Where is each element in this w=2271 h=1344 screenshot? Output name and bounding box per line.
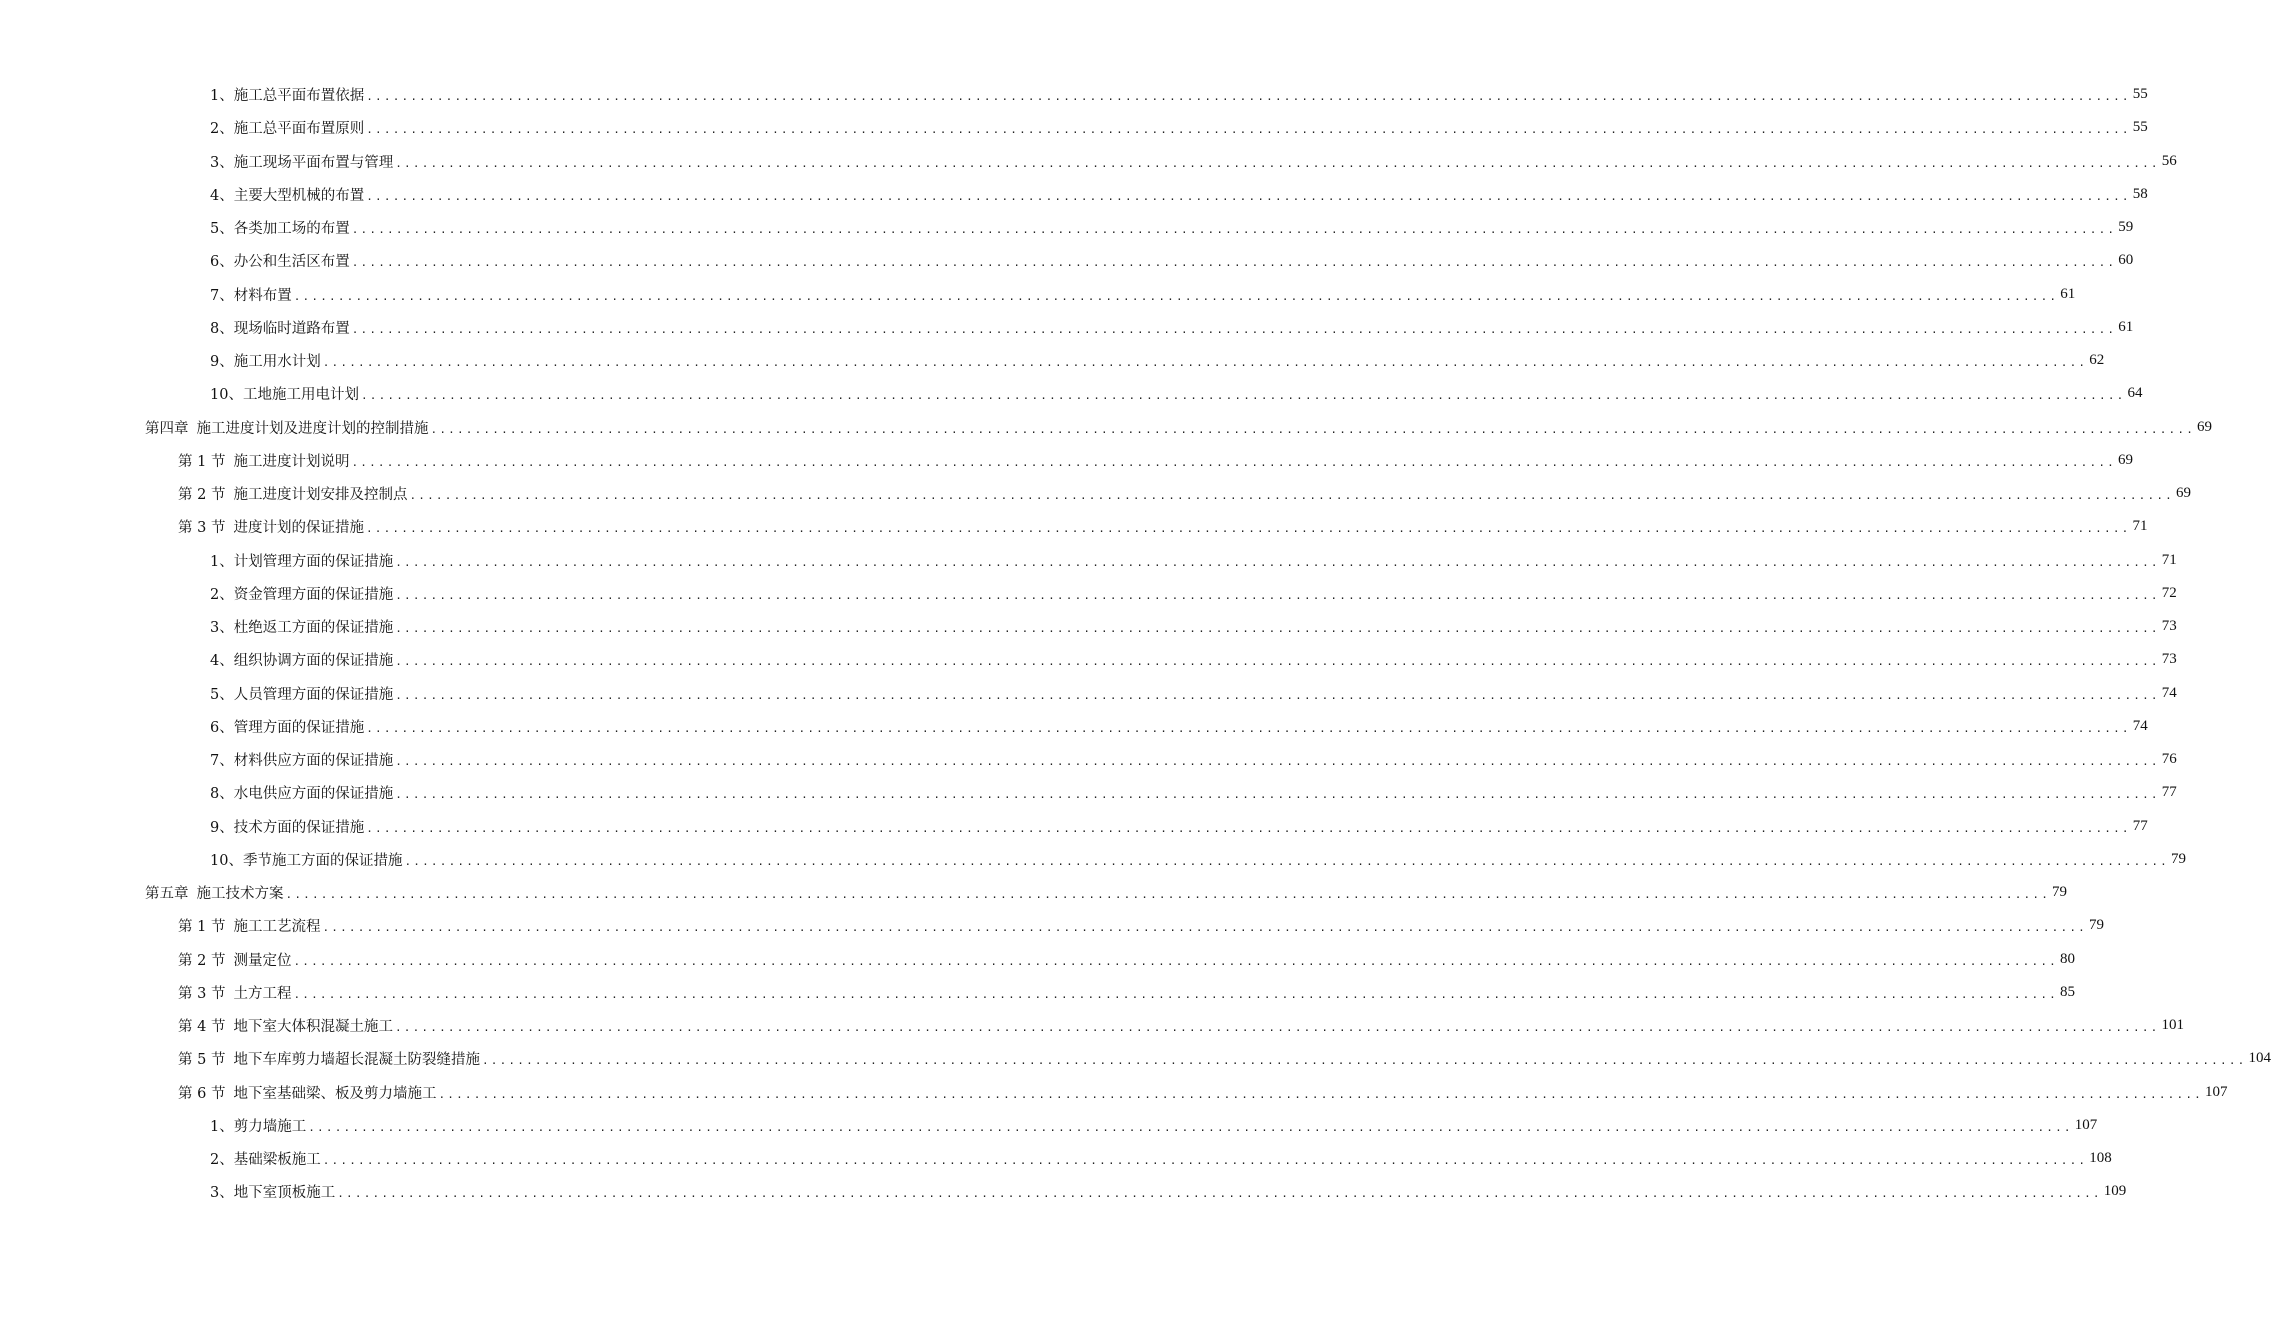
toc-entry[interactable] [0, 677, 2177, 710]
toc-entry-title: 技术方面的保证措施 [233, 819, 365, 836]
toc-entry-page-number: 80 [2059, 950, 2075, 967]
toc-entry-number: 6、 [210, 254, 234, 271]
toc-entry-number: 1、 [210, 553, 234, 570]
toc-dot-leader: ........................................................................................................................................................................................................ [351, 256, 2117, 270]
toc-entry-page-number: 79 [2170, 850, 2186, 867]
toc-entry-number: 7、 [210, 753, 234, 770]
toc-entry-title: 材料供应方面的保证措施 [233, 753, 394, 770]
toc-entry-page-number: 107 [2204, 1083, 2228, 1100]
toc-entry[interactable] [0, 843, 2186, 876]
toc-entry[interactable] [0, 876, 2068, 909]
toc-entry-title: 计划管理方面的保证措施 [233, 553, 394, 570]
toc-entry[interactable] [0, 211, 2134, 244]
toc-dot-leader: ........................................................................................................................................................................................................ [395, 588, 2160, 602]
toc-entry-title: 组织协调方面的保证措施 [233, 653, 394, 670]
toc-entry-title: 土方工程 [233, 985, 292, 1002]
toc-entry-page-number: 108 [2089, 1150, 2112, 1167]
toc-entry[interactable] [0, 544, 2177, 577]
toc-entry[interactable] [0, 577, 2177, 610]
toc-dot-leader: ........................................................................................................................................................................................................ [322, 1154, 2088, 1168]
toc-entry[interactable] [0, 909, 2104, 942]
toc-entry-title: 工地施工用电计划 [242, 387, 359, 404]
toc-entry-number: 4、 [210, 187, 234, 204]
toc-entry-title: 施工进度计划安排及控制点 [233, 487, 408, 504]
toc-entry[interactable] [0, 411, 2213, 444]
toc-dot-leader: ........................................................................................................................................................................................................ [366, 721, 2131, 735]
toc-entry-title: 现场临时道路布置 [233, 320, 350, 337]
toc-entry-title: 杜绝返工方面的保证措施 [233, 620, 394, 637]
toc-entry-title: 资金管理方面的保证措施 [233, 586, 394, 603]
toc-entry[interactable] [0, 244, 2134, 277]
table-of-contents [0, 78, 2271, 1209]
toc-entry-page-number: 58 [2132, 185, 2148, 202]
toc-entry[interactable] [0, 444, 2133, 477]
toc-entry[interactable] [0, 810, 2148, 843]
toc-entry[interactable] [0, 1109, 2098, 1142]
toc-entry-number: 10、 [210, 387, 243, 404]
toc-entry-title: 施工总平面布置依据 [233, 88, 365, 105]
toc-entry-title: 基础梁板施工 [233, 1152, 321, 1169]
toc-entry-page-number: 101 [2161, 1017, 2184, 1034]
toc-entry-number: 2、 [210, 121, 234, 138]
toc-entry[interactable] [0, 278, 2076, 311]
toc-entry-number: 第 6 节 [178, 1085, 226, 1102]
toc-entry[interactable] [0, 111, 2148, 144]
toc-entry-title: 季节施工方面的保证措施 [242, 852, 403, 869]
toc-entry-title: 各类加工场的布置 [233, 221, 350, 238]
toc-entry-page-number: 62 [2089, 352, 2105, 369]
toc-entry-number: 第四章 [145, 420, 189, 437]
toc-entry-page-number: 59 [2118, 219, 2134, 236]
toc-dot-leader: ........................................................................................................................................................................................................ [395, 688, 2160, 702]
toc-entry[interactable] [0, 710, 2148, 743]
toc-entry-title: 进度计划的保证措施 [233, 520, 364, 537]
toc-entry-page-number: 74 [2161, 684, 2177, 701]
toc-entry-page-number: 85 [2059, 983, 2075, 1000]
toc-entry-page-number: 79 [2052, 884, 2068, 901]
toc-entry-page-number: 104 [2248, 1050, 2271, 1067]
toc-entry-number: 第 5 节 [178, 1052, 226, 1069]
toc-entry-title: 人员管理方面的保证措施 [233, 686, 394, 703]
toc-entry-number: 8、 [210, 320, 234, 337]
toc-entry-number: 第 3 节 [178, 985, 226, 1002]
toc-entry-page-number: 69 [2175, 485, 2191, 502]
toc-entry-page-number: 77 [2132, 817, 2148, 834]
toc-dot-leader: ........................................................................................................................................................................................................ [360, 389, 2126, 403]
toc-entry[interactable] [0, 311, 2134, 344]
toc-dot-leader: ........................................................................................................................................................................................................ [322, 356, 2088, 370]
toc-dot-leader: ........................................................................................................................................................................................................ [366, 123, 2131, 137]
toc-entry[interactable] [0, 1009, 2184, 1042]
toc-entry-number: 1、 [210, 88, 234, 105]
toc-entry-number: 5、 [210, 686, 234, 703]
toc-entry-page-number: 73 [2161, 651, 2177, 668]
toc-entry-number: 第 4 节 [178, 1019, 226, 1036]
toc-entry-page-number: 61 [2118, 318, 2134, 335]
toc-entry-page-number: 72 [2161, 584, 2177, 601]
toc-entry-title: 管理方面的保证措施 [233, 719, 365, 736]
toc-entry-title: 水电供应方面的保证措施 [233, 786, 394, 803]
toc-entry-title: 施工技术方案 [196, 886, 284, 903]
toc-entry-page-number: 60 [2118, 252, 2134, 269]
toc-dot-leader: ........................................................................................................................................................................................................ [366, 189, 2131, 203]
toc-dot-leader: ........................................................................................................................................................................................................ [322, 921, 2087, 935]
toc-entry[interactable] [0, 344, 2105, 377]
toc-entry-page-number: 55 [2132, 86, 2148, 103]
toc-dot-leader: ........................................................................................................................................................................................................ [351, 223, 2117, 237]
toc-dot-leader: ........................................................................................................................................................................................................ [394, 1021, 2160, 1035]
toc-entry-number: 第五章 [145, 886, 189, 903]
toc-entry-number: 10、 [210, 852, 243, 869]
toc-dot-leader: ........................................................................................................................................................................................................ [285, 888, 2051, 902]
toc-entry-title: 施工工艺流程 [233, 919, 321, 936]
toc-entry-page-number: 74 [2132, 717, 2148, 734]
toc-entry[interactable] [0, 1142, 2112, 1175]
toc-entry-page-number: 69 [2197, 418, 2213, 435]
toc-entry-page-number: 79 [2088, 917, 2104, 934]
toc-dot-leader: ........................................................................................................................................................................................................ [438, 1087, 2203, 1101]
toc-entry[interactable] [0, 1175, 2127, 1208]
toc-entry[interactable] [0, 377, 2143, 410]
toc-entry-number: 4、 [210, 653, 234, 670]
toc-entry[interactable] [0, 943, 2075, 976]
toc-entry-number: 2、 [210, 586, 234, 603]
toc-entry-title: 主要大型机械的布置 [233, 187, 365, 204]
toc-dot-leader: ........................................................................................................................................................................................................ [366, 90, 2131, 104]
toc-entry[interactable] [0, 776, 2177, 809]
toc-entry-title: 材料布置 [233, 287, 292, 304]
toc-entry[interactable] [0, 643, 2177, 676]
toc-entry-title: 施工总平面布置原则 [233, 121, 365, 138]
toc-entry-page-number: 61 [2060, 285, 2076, 302]
toc-entry-page-number: 107 [2074, 1116, 2098, 1133]
toc-entry-page-number: 55 [2132, 119, 2148, 136]
toc-dot-leader: ........................................................................................................................................................................................................ [409, 489, 2174, 503]
toc-entry-page-number: 64 [2127, 385, 2143, 402]
toc-entry-title: 办公和生活区布置 [233, 254, 350, 271]
toc-entry-number: 3、 [210, 154, 234, 171]
toc-entry[interactable] [0, 743, 2177, 776]
toc-entry-page-number: 69 [2117, 451, 2133, 468]
toc-dot-leader: ........................................................................................................................................................................................................ [395, 755, 2160, 769]
toc-entry-page-number: 77 [2161, 784, 2177, 801]
toc-entry-page-number: 76 [2161, 751, 2177, 768]
toc-entry[interactable] [0, 78, 2148, 111]
toc-entry-number: 7、 [210, 287, 234, 304]
toc-entry[interactable] [0, 145, 2177, 178]
toc-entry-number: 3、 [210, 620, 234, 637]
toc-entry[interactable] [0, 610, 2177, 643]
toc-entry-title: 测量定位 [233, 952, 292, 969]
toc-dot-leader: ........................................................................................................................................................................................................ [395, 555, 2160, 569]
toc-entry-number: 第 3 节 [178, 520, 226, 537]
toc-entry-title: 地下车库剪力墙超长混凝土防裂缝措施 [233, 1052, 480, 1069]
toc-entry-title: 施工用水计划 [233, 354, 321, 371]
toc-dot-leader: ........................................................................................................................................................................................................ [430, 422, 2196, 436]
toc-entry-number: 第 1 节 [178, 453, 226, 470]
toc-entry-number: 3、 [210, 1185, 234, 1202]
toc-dot-leader: ........................................................................................................................................................................................................ [293, 954, 2058, 968]
toc-entry-number: 9、 [210, 819, 234, 836]
toc-entry[interactable] [0, 976, 2075, 1009]
toc-dot-leader: ........................................................................................................................................................................................................ [366, 821, 2131, 835]
toc-entry-title: 地下室基础梁、板及剪力墙施工 [233, 1085, 437, 1102]
toc-dot-leader: ........................................................................................................................................................................................................ [481, 1054, 2247, 1068]
toc-entry-title: 施工现场平面布置与管理 [233, 154, 394, 171]
toc-entry[interactable] [0, 477, 2191, 510]
toc-dot-leader: ........................................................................................................................................................................................................ [404, 854, 2169, 868]
toc-dot-leader: ........................................................................................................................................................................................................ [351, 455, 2116, 469]
toc-entry-number: 2、 [210, 1152, 234, 1169]
toc-entry[interactable] [0, 1076, 2228, 1109]
toc-entry-page-number: 71 [2132, 518, 2148, 535]
toc-entry-number: 9、 [210, 354, 234, 371]
toc-entry-number: 1、 [210, 1118, 234, 1135]
toc-entry-number: 5、 [210, 221, 234, 238]
toc-entry-number: 第 1 节 [178, 919, 226, 936]
toc-entry-page-number: 73 [2161, 618, 2177, 635]
toc-entry-title: 施工进度计划及进度计划的控制措施 [196, 420, 429, 437]
toc-entry-number: 6、 [210, 719, 234, 736]
toc-dot-leader: ........................................................................................................................................................................................................ [293, 987, 2058, 1001]
toc-dot-leader: ........................................................................................................................................................................................................ [351, 322, 2117, 336]
toc-entry[interactable] [0, 178, 2148, 211]
toc-entry-page-number: 71 [2161, 551, 2177, 568]
toc-entry[interactable] [0, 510, 2148, 543]
toc-entry-title: 地下室大体积混凝土施工 [233, 1019, 393, 1036]
toc-entry-page-number: 109 [2103, 1183, 2127, 1200]
toc-entry-number: 8、 [210, 786, 234, 803]
toc-dot-leader: ........................................................................................................................................................................................................ [365, 522, 2131, 536]
toc-entry-number: 第 2 节 [178, 952, 226, 969]
toc-dot-leader: ........................................................................................................................................................................................................ [308, 1120, 2073, 1134]
toc-entry-title: 剪力墙施工 [233, 1118, 307, 1135]
toc-entry-title: 地下室顶板施工 [233, 1185, 336, 1202]
toc-dot-leader: ........................................................................................................................................................................................................ [395, 655, 2160, 669]
toc-entry-title: 施工进度计划说明 [233, 453, 350, 470]
toc-entry[interactable] [0, 1042, 2271, 1075]
toc-dot-leader: ........................................................................................................................................................................................................ [293, 289, 2059, 303]
toc-dot-leader: ........................................................................................................................................................................................................ [395, 788, 2160, 802]
toc-dot-leader: ........................................................................................................................................................................................................ [337, 1187, 2102, 1201]
toc-dot-leader: ........................................................................................................................................................................................................ [395, 622, 2160, 636]
toc-dot-leader: ........................................................................................................................................................................................................ [395, 156, 2160, 170]
toc-entry-number: 第 2 节 [178, 487, 226, 504]
toc-entry-page-number: 56 [2161, 152, 2177, 169]
